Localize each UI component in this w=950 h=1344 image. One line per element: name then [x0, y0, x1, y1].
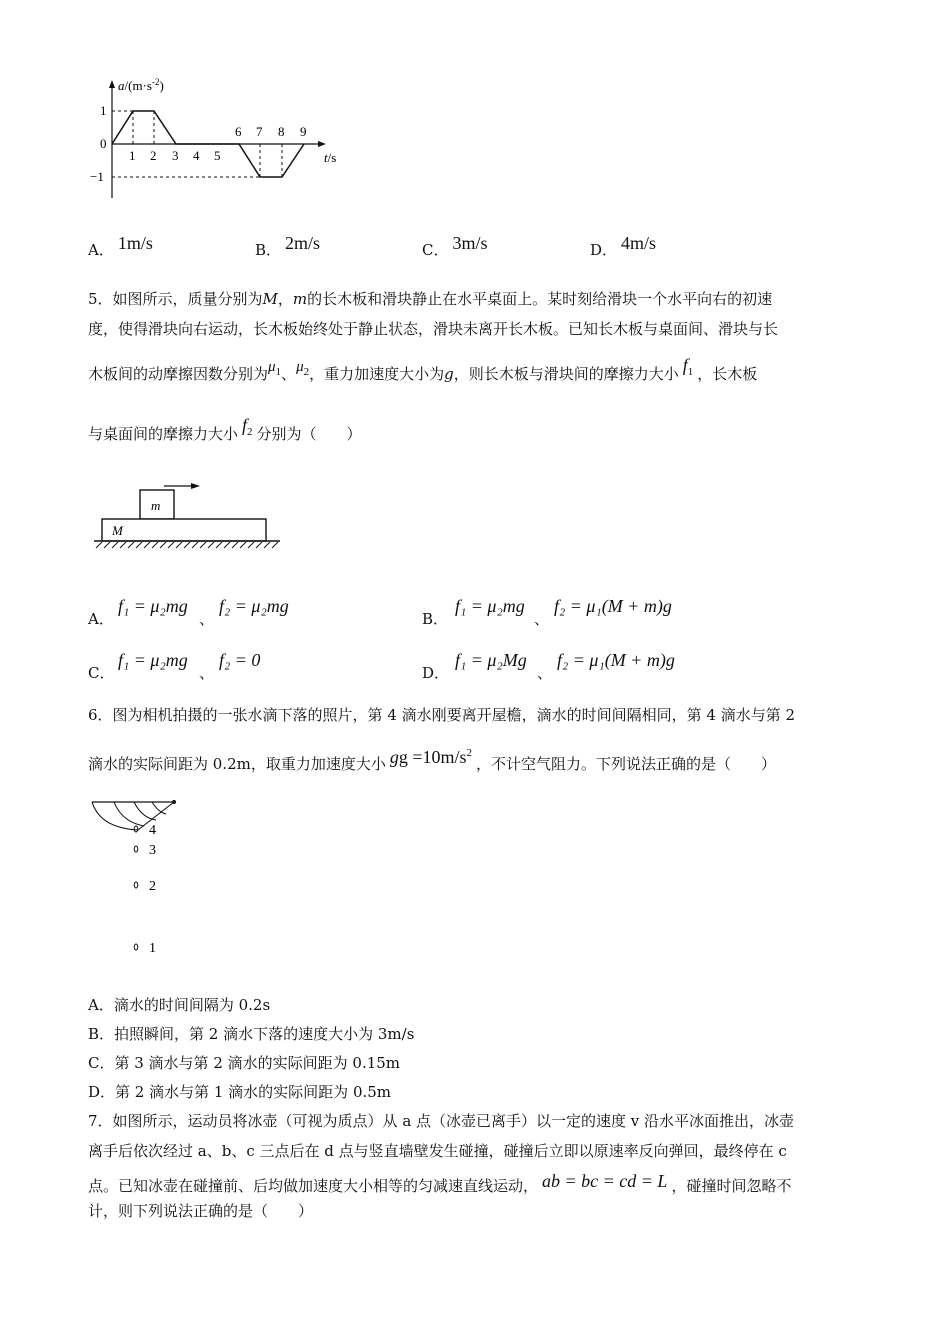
q5-option-b-f2: f₂ = μ₁(M + m)g: [554, 596, 672, 616]
option-label: A．: [88, 241, 114, 259]
y-tick-1: 1: [100, 103, 107, 118]
acceleration-time-graph: [86, 76, 356, 206]
table-hatching: [96, 542, 278, 548]
f1-symbol: $f_1$: [682, 355, 694, 378]
eaves-tip: [172, 800, 176, 804]
drop-3: [134, 846, 138, 852]
q5-option-d-f2: f₂ = μ₁(M + m)g: [557, 650, 675, 670]
board-M: [102, 519, 266, 541]
option-value: 1m/s: [117, 233, 153, 253]
y-tick-0: 0: [100, 136, 107, 151]
board-M-label: M: [112, 523, 123, 538]
q5-option-a-f1: f₁ = μ₂mg: [118, 596, 188, 616]
x-tick-3: 3: [172, 148, 179, 163]
option-value: 4m/s: [621, 233, 657, 253]
q6-option-c: C．第 3 滴水与第 2 滴水的实际间距为 0.15m: [88, 1054, 401, 1072]
q7-line-3: 点。已知冰壶在碰撞前、后均做加速度大小相等的匀减速直线运动， ab = bc = cd = L ，碰撞时间忽略不: [88, 1171, 792, 1195]
q5-option-d-f1: f₁ = μ₂Mg: [455, 650, 527, 670]
x-tick-5: 5: [214, 148, 221, 163]
x-tick-1: 1: [129, 148, 136, 163]
f2-symbol: $f_2$: [242, 415, 253, 438]
q5-option-c-f2: f₂ = 0: [219, 650, 261, 670]
g-value: gg $=10m/s^2$: [389, 747, 473, 767]
q7-line-2: 离手后依次经过 a、b、c 三点后在 d 点与竖直墙壁发生碰撞，碰撞后立即以原速率反向弹回，最终停在 c: [88, 1142, 787, 1160]
option-value: 3m/s: [452, 233, 488, 253]
q5-option-a: A．: [88, 610, 114, 628]
q5-line-2: 度，使得滑块向右运动，长木板始终处于静止状态，滑块未离开长木板。已知长木板与桌面间、滑块与长: [88, 320, 779, 338]
drop-label-1: 1: [149, 941, 156, 956]
separator: 、: [534, 610, 550, 628]
drop-2: [134, 882, 138, 888]
separator: 、: [537, 664, 553, 682]
x-tick-6: 6: [235, 124, 242, 139]
drop-label-2: 2: [149, 879, 156, 894]
q6-option-d: D．第 2 滴水与第 1 滴水的实际间距为 0.5m: [88, 1083, 392, 1101]
y-axis-title: $a/(m\cdot s^{-2})$: [118, 77, 164, 93]
drop-4: [134, 826, 138, 832]
q5-option-c: C．: [88, 664, 115, 682]
y-tick-minus1: −1: [90, 169, 104, 184]
q6-option-a: A．滴水的时间间隔为 0.2s: [88, 996, 271, 1014]
eaves-arc-1: [114, 802, 144, 826]
option-label: B．: [255, 241, 282, 259]
velocity-arrow-head: [191, 483, 200, 489]
option-label: D．: [590, 241, 618, 259]
x-tick-2: 2: [150, 148, 157, 163]
x-tick-9: 9: [300, 124, 307, 139]
mu2: $\mu_2$: [296, 359, 310, 378]
q5-option-a-f2: f₂ = μ₂mg: [219, 596, 289, 616]
equal-segments-eq: ab = bc = cd = L: [542, 1171, 668, 1191]
q5-option-b-f1: f₁ = μ₂mg: [455, 596, 525, 616]
q4-option-c: [422, 233, 488, 261]
y-axis-arrow: [109, 80, 115, 88]
x-tick-7: 7: [256, 124, 263, 139]
q5-line-3: 木板间的动摩擦因数分别为$\mu_1$、$\mu_2$，重力加速度大小为g，则长木板与滑块间的摩擦力大小 $f_1$ ，长木板: [88, 355, 758, 383]
q7-line-4: 计，则下列说法正确的是（ ）: [88, 1202, 314, 1220]
q5-line-4: 与桌面间的摩擦力大小 $f_2$ 分别为（ ）: [88, 415, 362, 443]
q5-option-c-f1: f₁ = μ₂mg: [118, 650, 188, 670]
q6-line-1: 6．图为相机拍摄的一张水滴下落的照片，第 4 滴水刚要离开屋檐，滴水的时间间隔相同，第 4 滴水与第 2: [88, 706, 796, 724]
eaves-arc-2: [134, 802, 156, 820]
eaves-arc-3: [152, 802, 166, 814]
x-axis-title: t/s: [324, 150, 337, 165]
q4-option-b: [255, 233, 321, 261]
q6-option-b: B．拍照瞬间，第 2 滴水下落的速度大小为 3m/s: [88, 1025, 415, 1043]
board-block-figure: [92, 478, 284, 550]
q5-option-b: B．: [422, 610, 449, 628]
drop-label-4: 4: [149, 823, 156, 838]
q7-line-1: 7．如图所示，运动员将冰壶（可视为质点）从 a 点（冰壶已离手）以一定的速度 v 沿水平冰面推出，冰壶: [88, 1112, 795, 1130]
water-drops-figure: [88, 796, 188, 958]
q5-line-1: 5．如图所示，质量分别为M，m的长木板和滑块静止在水平桌面上。某时刻给滑块一个水平向右的初速: [88, 290, 773, 308]
option-value: 2m/s: [285, 233, 321, 253]
drop-1: [134, 944, 138, 950]
x-axis-arrow: [318, 141, 326, 147]
q4-option-d: [590, 233, 657, 261]
x-tick-8: 8: [278, 124, 285, 139]
x-tick-4: 4: [193, 148, 200, 163]
q4-option-a: [88, 233, 153, 261]
drop-label-3: 3: [149, 843, 156, 858]
separator: 、: [199, 664, 215, 682]
option-label: C．: [422, 241, 449, 259]
separator: 、: [199, 610, 215, 628]
q5-option-d: D．: [422, 664, 450, 682]
block-m-label: m: [151, 498, 161, 513]
eaves-curve: [92, 802, 174, 830]
q6-line-2: 滴水的实际间距为 0.2m，取重力加速度大小 gg $=10m/s^2$，不计空气阻力。下列说法正确的是（ ）: [88, 747, 777, 773]
mu1: $\mu_1$: [268, 359, 282, 378]
